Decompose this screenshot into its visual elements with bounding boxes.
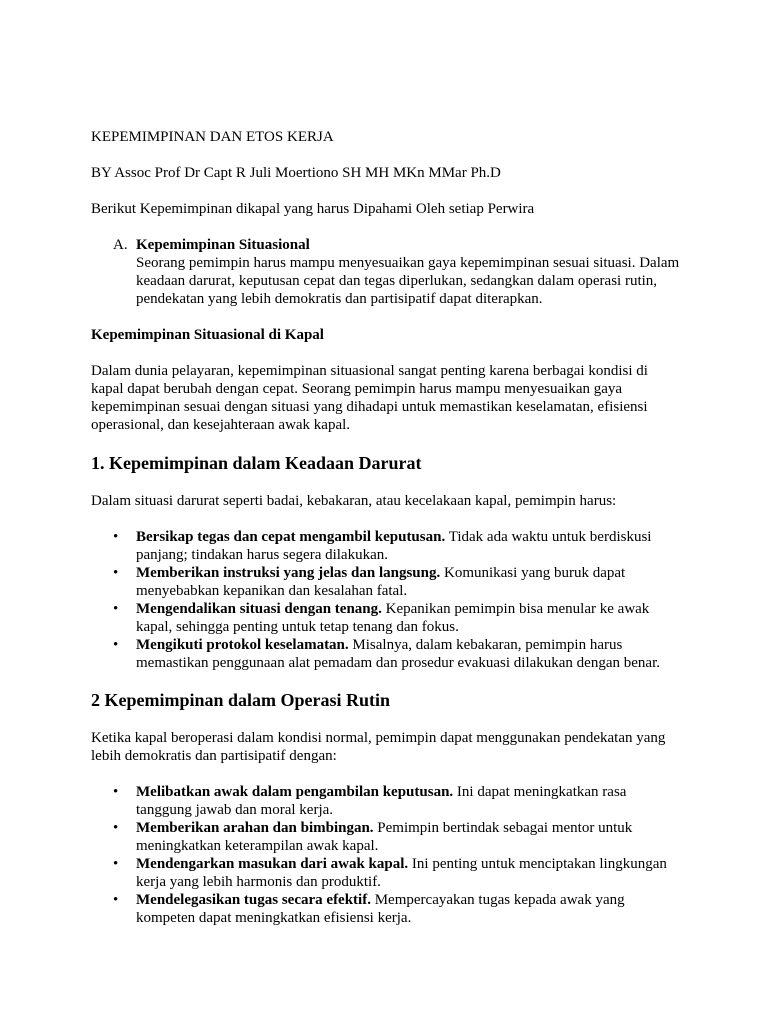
- section-a-marker: A.: [113, 237, 128, 253]
- document-title: KEPEMIMPINAN DAN ETOS KERJA: [91, 129, 334, 145]
- document-author: BY Assoc Prof Dr Capt R Juli Moertiono SH MH MKn MMar Ph.D: [91, 165, 501, 181]
- list-item-text: Pemimpin bertindak sebagai mentor untuk meningkatkan keterampilan awak kapal.: [136, 820, 633, 854]
- bullet-icon: •: [113, 601, 119, 617]
- bullet-icon: •: [113, 637, 119, 653]
- section-a-text: Seorang pemimpin harus mampu menyesuaikan gaya kepemimpinan sesuai situasi. Dalam keadaan darurat, keputusan cepat dan tegas diperlukan, sedangkan dalam operasi rutin, pendekatan yang lebih demokratis dan partisipatif dapat diterapkan.: [136, 255, 680, 307]
- paragraph-1: Dalam dunia pelayaran, kepemimpinan situasional sangat penting karena berbagai kondisi di kapal dapat berubah dengan cepat. Seorang pemimpin harus mampu menyesuaikan gaya kepemimpinan sesuai dengan situasi yang dihadapi untuk memastikan keselamatan, efisiensi operasional, dan kesejahteraan awak kapal.: [91, 363, 648, 433]
- list-item-bold: Melibatkan awak dalam pengambilan keputusan.: [136, 784, 454, 800]
- section-a: [91, 236, 681, 308]
- list-item-text: Komunikasi yang buruk dapat menyebabkan kepanikan dan kesalahan fatal.: [136, 565, 626, 599]
- list-item-text: Tidak ada waktu untuk berdiskusi panjang; tindakan harus segera dilakukan.: [136, 529, 652, 563]
- emergency-list: [91, 528, 681, 672]
- list-item: [91, 528, 681, 564]
- section-a-heading: Kepemimpinan Situasional: [136, 237, 310, 253]
- bullet-icon: •: [113, 529, 119, 545]
- heading-emergency: 1. Kepemimpinan dalam Keadaan Darurat: [91, 453, 422, 473]
- list-item-bold: Mengendalikan situasi dengan tenang.: [136, 601, 382, 617]
- list-item: [91, 783, 681, 819]
- emergency-intro: Dalam situasi darurat seperti badai, kebakaran, atau kecelakaan kapal, pemimpin harus:: [91, 493, 617, 509]
- routine-list: [91, 783, 681, 927]
- list-item-bold: Bersikap tegas dan cepat mengambil keputusan.: [136, 529, 446, 545]
- bullet-icon: •: [113, 784, 119, 800]
- list-item-text: Ini dapat meningkatkan rasa tanggung jawab dan moral kerja.: [136, 784, 627, 818]
- list-item-text: Ini penting untuk menciptakan lingkungan kerja yang lebih harmonis dan produktif.: [136, 856, 667, 890]
- bullet-icon: •: [113, 892, 119, 908]
- list-item-bold: Mengikuti protokol keselamatan.: [136, 637, 349, 653]
- list-item-bold: Mendengarkan masukan dari awak kapal.: [136, 856, 409, 872]
- heading-routine: 2 Kepemimpinan dalam Operasi Rutin: [91, 690, 391, 710]
- list-item-text: Kepanikan pemimpin bisa menular ke awak kapal, sehingga penting untuk tetap tenang dan fokus.: [136, 601, 650, 635]
- intro-paragraph: Berikut Kepemimpinan dikapal yang harus Dipahami Oleh setiap Perwira: [91, 201, 535, 217]
- routine-intro: Ketika kapal beroperasi dalam kondisi normal, pemimpin dapat menggunakan pendekatan yang lebih demokratis dan partisipatif dengan:: [91, 730, 666, 764]
- subheading: Kepemimpinan Situasional di Kapal: [91, 327, 324, 343]
- list-item: [91, 819, 681, 855]
- list-item: [91, 636, 681, 672]
- list-item: [91, 600, 681, 636]
- list-item: [91, 891, 681, 927]
- bullet-icon: •: [113, 565, 119, 581]
- list-item-bold: Mendelegasikan tugas secara efektif.: [136, 892, 371, 908]
- list-item: [91, 855, 681, 891]
- document-content: [91, 128, 681, 944]
- list-item-bold: Memberikan arahan dan bimbingan.: [136, 820, 374, 836]
- list-item: [91, 564, 681, 600]
- bullet-icon: •: [113, 820, 119, 836]
- list-item-text: Misalnya, dalam kebakaran, pemimpin harus memastikan penggunaan alat pemadam dan prosedur evakuasi dilakukan dengan benar.: [136, 637, 660, 671]
- list-item-bold: Memberikan instruksi yang jelas dan langsung.: [136, 565, 441, 581]
- list-item-text: Mempercayakan tugas kepada awak yang kompeten dapat meningkatkan efisiensi kerja.: [136, 892, 625, 926]
- bullet-icon: •: [113, 856, 119, 872]
